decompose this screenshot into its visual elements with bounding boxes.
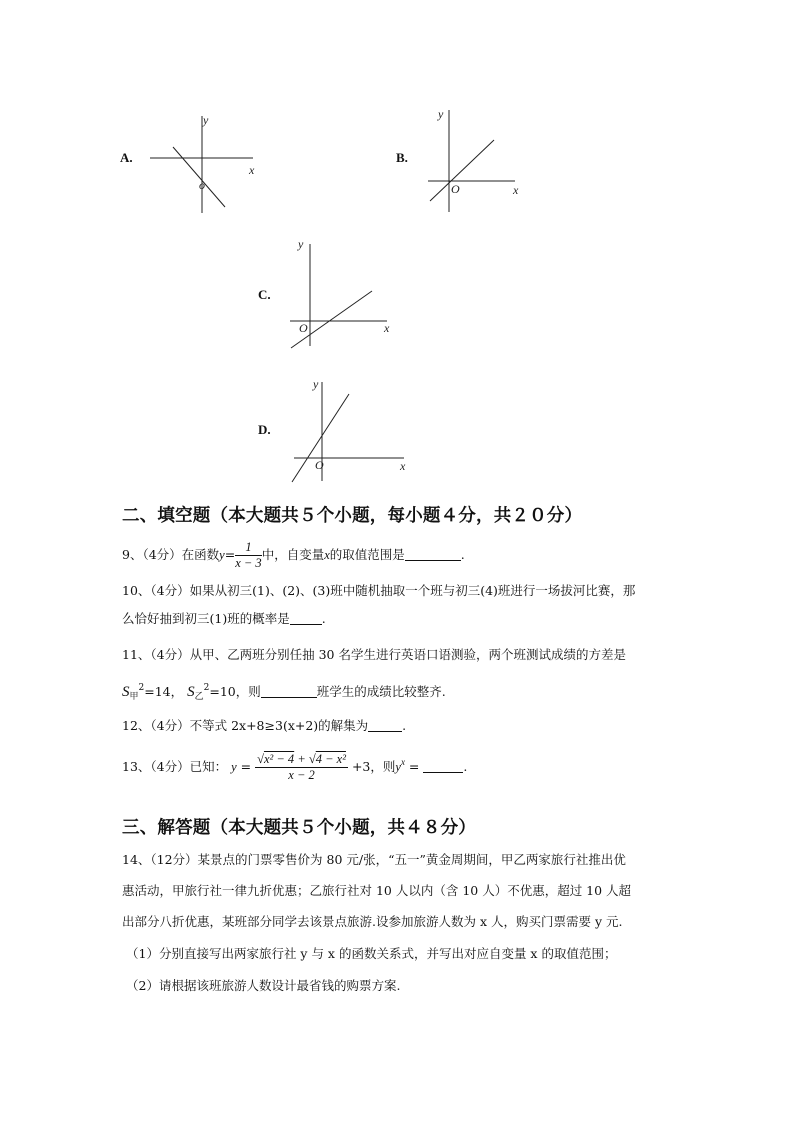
- q9-prefix: 9、（4分）在函数: [122, 547, 220, 562]
- q9-suffix: 的取值范围是: [329, 547, 405, 562]
- q10-answer-blank[interactable]: [290, 610, 322, 625]
- question-14-line-1: 14、（12分）某景点的门票零售价为 80 元/张，“五一”黄金周期间，甲乙两家旅行社推出优: [122, 852, 626, 867]
- q9-mid: 中，自变量: [261, 547, 325, 562]
- question-10-line-1: 10、（4分）如果从初三(1)、(2)、(3)班中随机抽取一个班与初三(4)班进行一场拔河比赛，那: [122, 583, 636, 598]
- option-d-label: D.: [258, 422, 271, 437]
- q9-fraction: $\frac{1}{x - 3}$: [235, 540, 262, 570]
- option-b-y-label: y: [438, 107, 444, 121]
- option-c-graph: [284, 236, 399, 351]
- option-a-graph: [145, 112, 265, 217]
- question-11-line-2: $S_甲^2=14$， $S_乙^2=10$，则 班学生的成绩比较整齐.: [122, 683, 446, 702]
- option-a-origin: o: [199, 178, 205, 192]
- q9-answer-blank[interactable]: [405, 546, 461, 561]
- question-12: 12、（4分）不等式 2x+8≥3(x+2)的解集为 .: [122, 718, 407, 733]
- question-14-part-2: （2）请根据该班旅游人数设计最省钱的购票方案.: [126, 978, 401, 993]
- option-c-label: C.: [258, 287, 271, 302]
- option-d-x-label: x: [400, 459, 406, 473]
- section-3-title: 三、解答题（本大题共５个小题，共４８分）: [122, 818, 476, 838]
- question-11-line-1: 11、（4分）从甲、乙两班分别任抽 30 名学生进行英语口语测验，两个班测试成绩的方差是: [122, 647, 626, 662]
- option-d-y-label: y: [313, 377, 319, 391]
- option-d-graph: [286, 376, 411, 486]
- q13-fraction: $\frac{\text{√x² − 4 + √4 − x²}}{x - 2}$: [257, 752, 346, 782]
- option-d-origin: O: [315, 458, 324, 472]
- option-a-x-label: x: [249, 163, 255, 177]
- option-b-graph: [422, 104, 532, 216]
- q11-answer-blank[interactable]: [261, 683, 317, 698]
- option-a-y-label: y: [203, 113, 209, 127]
- question-14-line-2: 惠活动，甲旅行社一律九折优惠；乙旅行社对 10 人以内（含 10 人）不优惠，超过 10 人超: [122, 883, 632, 898]
- question-14-part-1: （1）分别直接写出两家旅行社 y 与 x 的函数关系式，并写出对应自变量 x 的取值范围；: [126, 946, 617, 961]
- question-14-line-3: 出部分八折优惠，某班部分同学去该景点旅游.设参加旅游人数为 x 人，购买门票需要 y 元.: [122, 914, 623, 929]
- q13-answer-blank[interactable]: [423, 758, 463, 773]
- option-c-origin: O: [299, 321, 308, 335]
- option-b-x-label: x: [513, 183, 519, 197]
- section-2-title: 二、填空题（本大题共５个小题，每小题４分，共２０分）: [122, 506, 583, 526]
- option-c-x-label: x: [384, 321, 390, 335]
- question-9: 9、（4分）在函数y= $\frac{1}{x - 3}$ 中，自变量x的取值范围是 .: [122, 540, 465, 570]
- option-b-label: B.: [396, 150, 408, 165]
- question-10-line-2: 么恰好抽到初三(1)班的概率是 .: [122, 611, 326, 626]
- option-c-y-label: y: [298, 237, 304, 251]
- option-b-origin: O: [451, 182, 460, 196]
- q12-answer-blank[interactable]: [368, 717, 402, 732]
- option-a-label: A.: [120, 150, 133, 165]
- question-13: 13、（4分）已知： y = $\frac{\text{√x² − 4 + √4 − x²}}{x - 2}$ +3，则$y^x$ = .: [122, 752, 468, 782]
